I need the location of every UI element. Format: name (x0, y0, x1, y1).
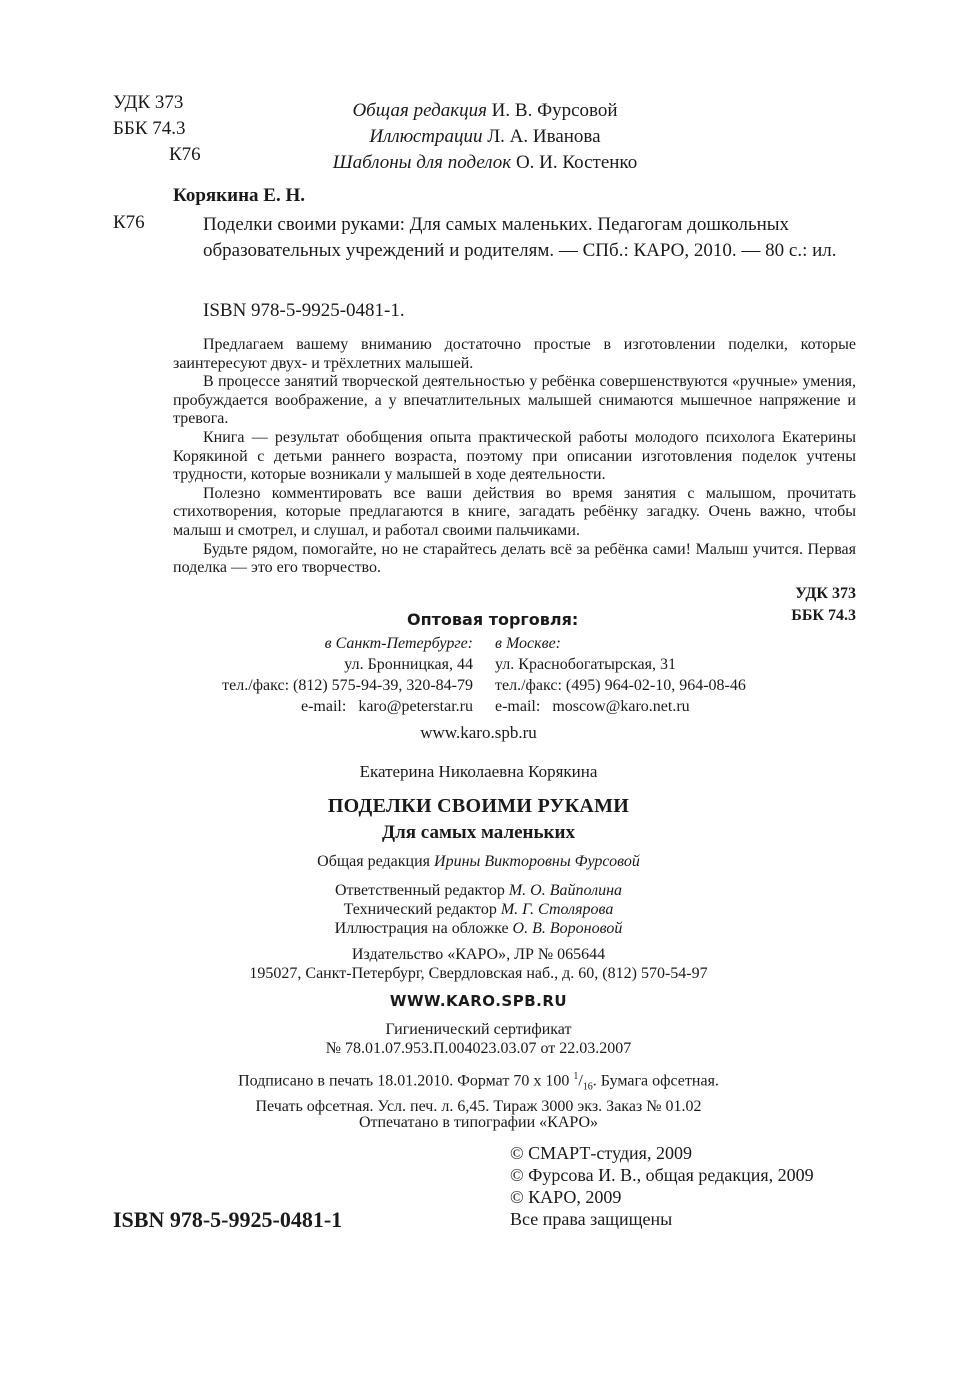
copyright-line: © Фурсова И. В., общая редакция, 2009 (510, 1165, 814, 1185)
udk-code: УДК 373 (113, 92, 184, 113)
bbk-code-right: ББК 74.3 (791, 607, 856, 624)
spb-phone: тел./факс: (812) 575-94-39, 320-84-79 (222, 677, 473, 694)
staff-line: Иллюстрация на обложке О. В. Вороновой (334, 920, 623, 937)
bibliography-description: Поделки своими руками: Для самых маленьких. Педагогам дошкольных образовательных учреждений и родителям. — СПб.: КАРО, 2010. — 80 с.: ил. (203, 214, 837, 261)
annotation-paragraph: Будьте рядом, помогайте, но не старайтесь делать всё за ребёнка сами! Малыш учится. Первая поделка — это его творчество. (173, 540, 856, 577)
editor-line: Общая редакция И. В. Фурсовой (352, 100, 618, 121)
editors-block (290, 98, 680, 176)
book-subtitle: Для самых маленьких (382, 822, 575, 843)
annotation-paragraph: Предлагаем вашему вниманию достаточно простые в изготовлении поделки, которые заинтересуют двух- и трёхлетних малышей. (173, 336, 856, 372)
annotation-paragraph: Полезно комментировать все ваши действия во время занятия с малышом, прочитать стихотворения, которые предлагаются в книге, загадать ребёнку загадку. Очень важно, чтобы малыш и смотрел, и слушал, и работал своими пальчиками. (173, 484, 856, 539)
certificate-title: Гигиенический сертификат (385, 1021, 572, 1038)
annotation-paragraph: Книга — результат обобщения опыта практической работы молодого психолога Екатерины Корякиной с детьми раннего возраста, поэтому при описании изготовления поделок учтены трудности, которые возникали у малышей в ходе деятельности. (173, 428, 856, 484)
editor-line: Иллюстрации Л. А. Иванова (369, 126, 601, 147)
typography-line: Отпечатано в типографии «КАРО» (358, 1114, 599, 1131)
editor-line: Шаблоны для поделок О. И. Костенко (332, 152, 638, 173)
classification-right (791, 583, 856, 627)
annotation (173, 336, 856, 578)
moscow-email: e-mail: moscow@karo.net.ru (495, 698, 690, 715)
publisher-site: WWW.KARO.SPB.RU (389, 992, 568, 1010)
moscow-phone: тел./факс: (495) 964-02-10, 964-08-46 (495, 677, 746, 694)
copyright-line: © КАРО, 2009 (510, 1187, 622, 1207)
certificate-number: № 78.01.07.953.П.004023.03.07 от 22.03.2007 (325, 1040, 632, 1057)
author-heading: Корякина Е. Н. (173, 185, 305, 206)
moscow-city: в Москве: (495, 635, 562, 652)
general-editor: Общая редакция Ирины Викторовны Фурсовой (317, 853, 640, 870)
wholesale-site: www.karo.spb.ru (420, 723, 537, 742)
print-line: Печать офсетная. Усл. печ. л. 6,45. Тираж 3000 экз. Заказ № 01.02 (255, 1097, 702, 1115)
wholesale-contacts (150, 633, 850, 717)
format-numerator: 1 (573, 1071, 579, 1082)
author-full-name: Екатерина Николаевна Корякина (359, 762, 598, 781)
wholesale-title: Оптовая торговля: (407, 610, 579, 629)
print-details (0, 1067, 957, 1116)
book-title: ПОДЕЛКИ СВОИМИ РУКАМИ (327, 795, 630, 817)
copyright-line: Все права защищены (510, 1209, 673, 1229)
isbn-bottom: ISBN 978-5-9925-0481-1 (113, 1207, 343, 1232)
print-line: Подписано в печать 18.01.2010. Формат 70 х 100 $^1/_{16}$. Бумага офсетная. (238, 1071, 719, 1093)
moscow-address: ул. Краснобогатырская, 31 (495, 656, 676, 673)
spb-address: ул. Бронницкая, 44 (344, 656, 473, 673)
annotation-paragraph: В процессе занятий творческой деятельностью у ребёнка совершенствуются «ручные» умения, пробуждается воображение, а у впечатлительных малышей снимаются мышечное напряжение и тревога. (173, 373, 856, 428)
spb-city: в Санкт-Петербурге: (324, 635, 473, 652)
editorial-staff (0, 881, 957, 938)
isbn-record: ISBN 978-5-9925-0481-1. (203, 300, 405, 321)
staff-line: Ответственный редактор М. О. Вайполина (334, 882, 623, 899)
publisher-name: Издательство «КАРО», ЛР № 065644 (351, 946, 606, 963)
copyright-block (510, 1142, 814, 1230)
classification-block (113, 90, 201, 168)
copyright-line: © СМАРТ-студия, 2009 (510, 1143, 692, 1163)
bibliography-mark: К76 (113, 212, 145, 233)
bbk-code: ББК 74.3 (113, 118, 186, 139)
format-denominator: 16 (582, 1081, 593, 1093)
staff-line: Технический редактор М. Г. Столярова (343, 901, 614, 918)
hygiene-certificate (0, 1020, 957, 1058)
publisher-address: 195027, Санкт-Петербург, Свердловская наб., д. 60, (812) 570-54-97 (249, 965, 708, 982)
spb-email: e-mail: karo@peterstar.ru (301, 698, 473, 715)
publisher-info (0, 945, 957, 983)
udk-code-right: УДК 373 (795, 585, 856, 602)
author-mark: К76 (169, 144, 201, 165)
